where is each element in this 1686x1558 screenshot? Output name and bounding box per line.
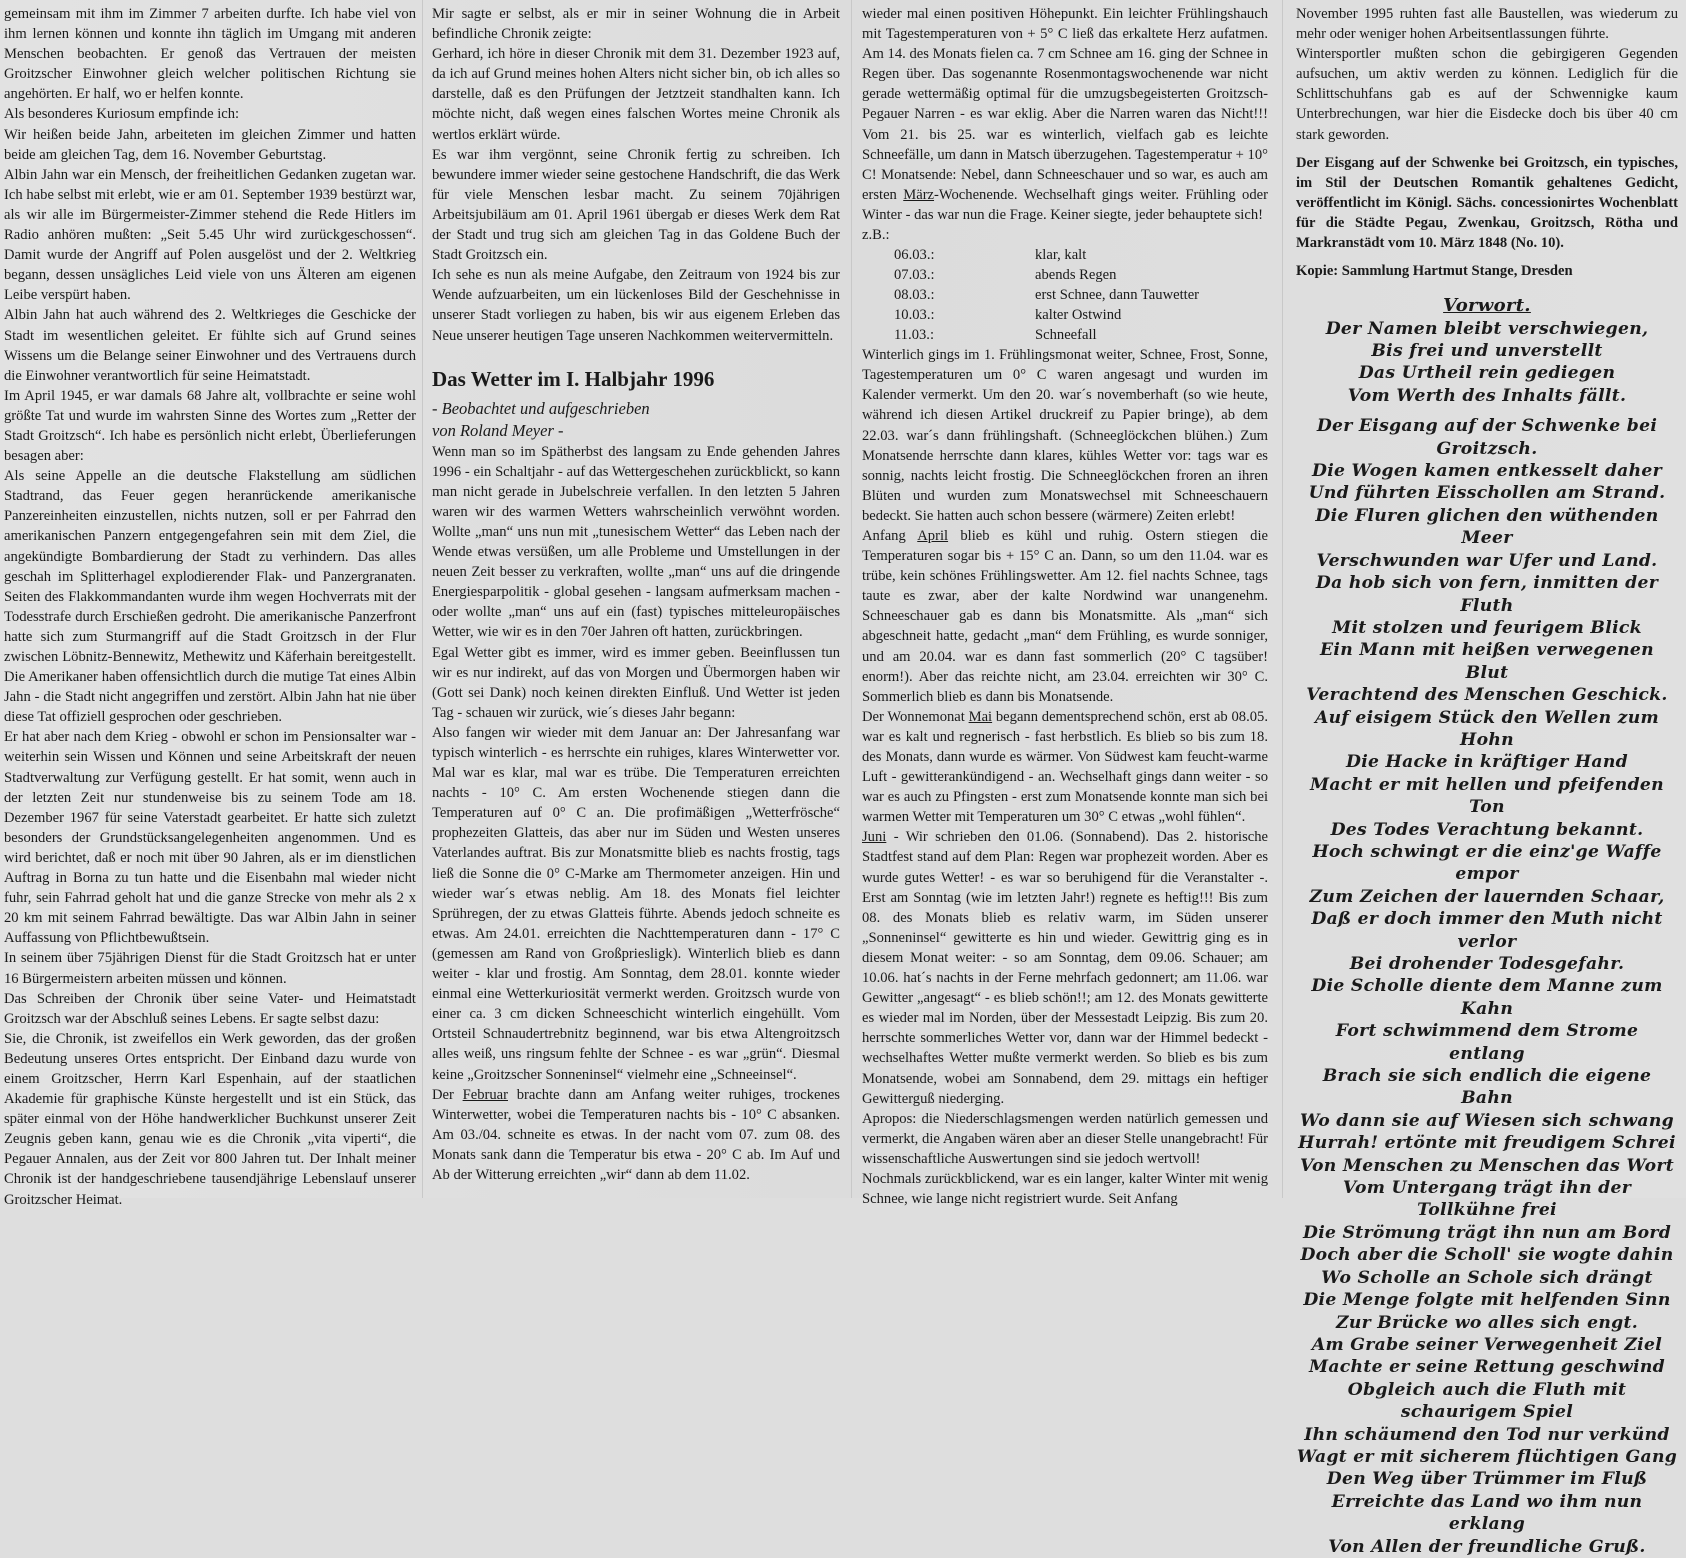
paragraph-text: brachte dann am Anfang weiter ruhiges, trockenes Winterwetter, wobei die Temperaturen nachts bis - 10° C absanken. Am 03./04. schneite es etwas. In der nacht vom 07. zum 08. des Monats sank dann die Temperatur bis etwa - 20° C ab. Im Auf und Ab der Witterung erreichten „wir“ dann ab dem 11.02.	[432, 1086, 840, 1183]
date-row	[886, 245, 1199, 265]
poem-line: Hoch schwingt er die einz'ge Waffe empor	[1312, 841, 1662, 885]
poem-line: Machte er seine Rettung geschwind	[1309, 1357, 1665, 1378]
poem-line: Macht er mit hellen und pfeifenden Ton	[1310, 774, 1664, 818]
paragraph: Apropos: die Niederschlagsmengen werden natürlich gemessen und vermerkt, die Angaben wären aber an dieser Stelle unangebracht! Für wissenschaftliche Auswertungen sind sie jedoch wertvoll!	[862, 1110, 1268, 1167]
poem-line: Bis frei und unverstellt	[1371, 341, 1603, 362]
poem-line: Vom Werth des Inhalts fällt.	[1347, 385, 1627, 406]
poem-intro: Der Eisgang auf der Schwenke bei Groitzsch, ein typisches, im Stil der Deutschen Romantik gehaltenes Gedicht, veröffentlicht im Königl. Sächs. concessionirtes Wochenblatt für die Städte Pegau, Zwenkau, Groitzsch, Rötha und Markranstädt vom 10. März 1848 (No. 10).	[1296, 154, 1678, 252]
date-cell: 11.03.:	[894, 327, 934, 344]
copy-credit: Kopie: Sammlung Hartmut Stange, Dresden	[1296, 263, 1573, 280]
paragraph: Egal Wetter gibt es immer, wird es immer geben. Beeinflussen tun wir es nur indirekt, auf das von Morgen und Übermorgen haben wir (Gott sei Dank) noch keinen direkten Einfluß. Und Wetter ist jeden Tag - schauen wir zurück, wie´s dieses Jahr begann:	[432, 644, 840, 721]
date-row	[886, 325, 1199, 345]
poem-line: Den Weg über Trümmer im Fluß	[1326, 1469, 1648, 1490]
poem-line: Des Todes Verachtung bekannt.	[1330, 819, 1644, 840]
column-divider	[422, 0, 423, 1198]
paragraph	[862, 707, 1268, 828]
word: Der Wonnemonat	[862, 708, 965, 725]
poem-line: Ihn schäumend den Tod nur verkünd	[1304, 1424, 1670, 1445]
poem-line: Die Menge folgte mit helfenden Sinn	[1303, 1290, 1671, 1311]
date-cell: 06.03.:	[894, 247, 935, 264]
paragraph: Ich sehe es nun als meine Aufgabe, den Zeitraum von 1924 bis zur Wende aufzuarbeiten, um ein lückenloses Bild der Geschehnisse in unserer Stadt vorliegen zu haben, bis wir aus eigenem Erleben das Neue unserer heutigen Tage unseren Nachkommen weitervermitteln.	[432, 267, 840, 344]
poem-line: Der Namen bleibt verschwiegen,	[1325, 318, 1649, 339]
poem-line: Ein Mann mit heißen verwegenen Blut	[1320, 640, 1654, 683]
paragraph: November 1995 ruhten fast alle Baustellen, was wiederum zu mehr oder weniger hohen Arbeitsentlassungen führte.	[1296, 6, 1678, 43]
month-march: März	[903, 186, 935, 203]
paragraph: Wintersportler mußten schon die gebirgigeren Gegenden aufsuchen, um aktiv werden zu können. Lediglich für die Schlittschuhfans gab es auf der Schwennigke kaum Unterbrechungen, war hier die Eisdecke doch bis über 40 cm stark geworden.	[1296, 46, 1678, 143]
column-divider	[851, 0, 852, 1198]
column-1	[4, 4, 416, 1208]
paragraph-text: -Wochenende. Wechselhaft gings weiter. Frühling oder Winter - das war nun die Frage. Keiner siegte, jeder behauptete sich!	[862, 186, 1268, 223]
paragraph: Mir sagte er selbst, als er mir in seiner Wohnung die in Arbeit befindliche Chronik zeigte:	[432, 6, 840, 43]
paragraph: Gerhard, ich höre in dieser Chronik mit dem 31. Dezember 1923 auf, da ich auf Grund meines hohen Alters nicht sicher bin, ob ich alles so darstelle, daß es den Prüfungen der Jetztzeit standhalten kann. Ich möchte nicht, daß wegen eines falschen Wortes meine Chronik als wertlos erklärt würde.	[432, 46, 840, 143]
paragraph: Nochmals zurückblickend, war es ein langer, kalter Winter mit wenig Schnee, wie lange nicht registriert wurde. Seit Anfang	[862, 1170, 1268, 1208]
paragraph: Albin Jahn war ein Mensch, der freiheitlichen Gedanken zugetan war. Ich habe selbst mit erlebt, wie er am 01. September 1939 bestürzt war, als wir alle im Bürgermeister-Zimmer stehend die Rede Hitlers im Radio anhören mußten: „Seit 5.45 Uhr wird zurückgeschossen“. Damit wurde der Angriff auf Polen ausgelöst und der 2. Weltkrieg begann, dessen unsägliches Leid viele von uns Älteren am eigenen Leibe verspürt haben.	[4, 166, 416, 304]
weather-cell: abends Regen	[1035, 267, 1117, 284]
poem-line: Zum Zeichen der lauernden Schaar,	[1309, 886, 1665, 907]
month-february: Februar	[462, 1086, 508, 1103]
poem-line: Auf eisigem Stück den Wellen zum Hohn	[1315, 707, 1659, 750]
poem-body	[1296, 415, 1678, 1558]
poem-line: Fort schwimmend dem Strome entlang	[1335, 1021, 1639, 1064]
poem-line: Doch aber die Scholl' sie wogte dahin	[1300, 1245, 1674, 1266]
poem-line: Zur Brücke wo alles sich engt.	[1335, 1312, 1638, 1333]
poem-line: Verachtend des Menschen Geschick.	[1306, 685, 1668, 706]
date-cell: 07.03.:	[894, 267, 935, 284]
poem-line: Obgleich auch die Fluth mit schaurigem Spiel	[1347, 1379, 1627, 1423]
column-2	[432, 4, 840, 1196]
weather-cell: Schneefall	[1035, 327, 1097, 344]
poem	[1296, 295, 1678, 1558]
paragraph-text: begann dementsprechend schön, erst ab 08.05. war es kalt und regnerisch - fast herbstlich. Es blieb so bis zum 18. des Monats, dann wurde es wärmer. Von Südwest kam feucht-warme Luft - gewitterankündigend - an. Wechselhaft gings dann weiter - so war es auch zu Pfingsten - erst zum Monatsende konnte man sich bei warmen Wetter mit Temperaturen um 30° C etwas „wohl fühlen“.	[862, 708, 1268, 826]
paragraph	[862, 4, 1268, 225]
paragraph	[862, 526, 1268, 707]
poem-line: Die Fluren glichen den wüthenden Meer	[1315, 505, 1659, 549]
poem-line: Verschwunden war Ufer und Land.	[1316, 550, 1658, 571]
paragraph: gemeinsam mit ihm im Zimmer 7 arbeiten durfte. Ich habe viel von ihm lernen können und konnte ihn täglich im Umgang mit anderen Menschen beobachten. Er genoß das Vertrauen der meisten Groitzscher Einwohner gleich welcher politischen Richtung sie angehörten. Er half, wo er helfen konnte.	[4, 6, 416, 103]
paragraph: Er hat aber nach dem Krieg - obwohl er schon im Pensionsalter war - weiterhin sein Wissen und Können und seine Arbeitskraft der neuen Stadtverwaltung zur Verfügung gestellt. Er hat somit, wenn auch in der letzten Zeit nur stundenweise bis zu seinem Tode am 18. Dezember 1967 für seine Vaterstadt gearbeitet. Er hatte sich zuletzt besonders der Grundstücksangelegenheiten angenommen. Und es wird berichtet, daß er noch mit über 90 Jahren, als er im dienstlichen Auftrag in Borna zu tun hatte und die Eisenbahn mal wieder nicht fuhr, sein Fahrrad geholt hat und die ganze Strecke von mehr als 2 x 20 km mit seinem Fahrrad bewältigte. Das war Albin Jahn in seiner Auffassung von Pflichtbewußtsein.	[4, 729, 416, 947]
date-row	[886, 265, 1199, 285]
paragraph: Wir heißen beide Jahn, arbeiteten im gleichen Zimmer und hatten beide am gleichen Tag, dem 16. November Geburtstag.	[4, 126, 416, 163]
poem-line: Daß er doch immer den Muth nicht verlor	[1311, 909, 1663, 952]
poem-line: Vom Untergang trägt ihn der Tollkühne frei	[1342, 1178, 1632, 1221]
poem-line: Von Allen der freundliche Gruß.	[1328, 1536, 1646, 1557]
poem-line: Hurrah! ertönte mit freudigem Schrei	[1298, 1133, 1676, 1154]
date-cell: 08.03.:	[894, 287, 935, 304]
poem-line: Erreichte das Land wo ihm nun erklang	[1331, 1491, 1643, 1535]
date-cell: 10.03.:	[894, 307, 935, 324]
poem-line: Das Urtheil rein gediegen	[1358, 363, 1616, 384]
word: Anfang	[862, 527, 906, 544]
paragraph: Sie, die Chronik, ist zweifellos ein Werk geworden, das der großen Bedeutung unseres Ortes entspricht. Der Einband dazu wurde von einem Groitzscher, Herrn Karl Espenhain, auf der staatlichen Akademie für graphische Künste hergestellt und ist ein Stück, das später einmal von der Höhe handwerklicher Buchkunst unserer Zeit Zeugnis geben kann, genau wie es die Chronik „vita viperti“, die Pegauer Annalen, aus der Zeit vor 800 Jahren tut. Der Inhalt meiner Chronik ist der handgeschriebene tausendjährige Lebenslauf unserer Groitzscher Heimat.	[4, 1030, 416, 1208]
poem-line: Und führten Eisschollen am Strand.	[1308, 483, 1666, 504]
poem-line: Am Grabe seiner Verwegenheit Ziel	[1311, 1334, 1663, 1355]
poem-line: Die Wogen kamen entkesselt daher	[1312, 461, 1662, 482]
column-3	[862, 4, 1269, 1208]
poem-preface	[1296, 318, 1678, 408]
poem-line: Bei drohender Todesgefahr.	[1349, 954, 1625, 974]
byline-line-2: von Roland Meyer -	[432, 420, 564, 440]
poem-line: Wo dann sie auf Wiesen sich schwang	[1300, 1110, 1674, 1131]
paragraph: Winterlich gings im 1. Frühlingsmonat weiter, Schnee, Frost, Sonne, Tagestemperaturen um 0° C waren angesagt und wurden im Kalender vermerkt. Um den 20. war´s novemberhaft (so wie heute, während ich diesen Artikel druckreif zu Papier bringe), ab dem 22.03. war´s dann frühlingshaft. (Schneeglöckchen blühen.) Zum Monatsende herrschte dann klares, kühles Wetter vor: tags war es sonnig, nachts leicht frostig. Die Schneeglöckchen froren an ihren Blüten und wurden zum Monatswechsel mit Schneeschauern bedeckt. Sie hatten auch schon bessere (wärmere) Zeiten erlebt!	[862, 347, 1268, 524]
weather-cell: erst Schnee, dann Tauwetter	[1035, 287, 1200, 304]
poem-line: Der Eisgang auf der Schwenke bei Groitzsch.	[1316, 416, 1658, 459]
column-divider	[1282, 0, 1283, 1198]
paragraph: Wenn man so im Spätherbst des langsam zu Ende gehenden Jahres 1996 - ein Schaltjahr - auf das Wettergeschehen zurückblickt, so kann man nicht gerade in Jubelschreie verfallen. In den letzten 5 Jahren waren wir des warmen Wetters wahrscheinlich verwöhnt worden. Wollte „man“ uns nun mit „tunesischem Wetter“ das Leben nach der Wende etwas versüßen, um alle Probleme und Umstellungen in der neuen Zeit besser zu verkraften, wollte „man“ uns auf die dringende Energiesparpolitik - global gesehen - langsam aufmerksam machen - oder wollte „man“ uns auf ein (fast) typisches mitteleuropäisches Wetter, wie wir es in den 70er Jahren oft hatten, zurückbringen.	[432, 443, 840, 641]
poem-line: Wagt er mit sicherem flüchtigen Gang	[1296, 1446, 1678, 1467]
weather-cell: klar, kalt	[1035, 247, 1087, 264]
poem-line: Wo Scholle an Schole sich drängt	[1321, 1267, 1653, 1288]
paragraph: Das Schreiben der Chronik über seine Vater- und Heimatstadt Groitzsch war der Abschluß seines Lebens. Er sagte selbst dazu:	[4, 990, 416, 1027]
paragraph: Als seine Appelle an die deutsche Flakstellung am südlichen Stadtrand, das Feuer gegen heranrückende amerikanische Panzereinheiten einzustellen, nichts nutzen, soll er per Fahrrad den amerikanischen Panzern entgegengefahren sein mit dem Ziel, die angekündigte Bombardierung der Stadt zu verhindern. Das alles geschah im Splitterhagel explodierender Flak- und Panzergranaten. Seiten des Flakkommandanten wurde ihm wegen Hochverrats mit der Todesstrafe durch Erschießen gedroht. Die amerikanische Panzerfront hatte sich zum Sturmangriff auf die Stadt Groitzsch in der Flur zwischen Löbnitz-Bennewitz, Methewitz und Käferhain bereitgestellt. Die Amerikaner haben offensichtlich durch die mutige Tat eines Albin Jahn - die Stadt nicht angegriffen und zerstört. Albin Jahn hat nie über diese Tat offiziell gesprochen oder geschrieben.	[4, 468, 416, 726]
paragraph-text: blieb es kühl und ruhig. Ostern stiegen die Temperaturen sogar bis + 15° C an. Dann, so um den 11.04. war es trübe, kein schönes Frühlingswetter. Am 12. fiel nachts Schnee, tags taute es zwar, aber der kalte Nordwind war unangenehm. Schneeschauer gab es dann bis Monatsmitte. Als „man“ sich abgeschneit hatte, gedacht „man“ dem Frühling, es wurde sonniger, und am 20.04. war es dann fast sommerlich (20° C tagsüber! enorm!). Aber das reichte nicht, am 23.04. erreichten wir 30° C. Sommerlich blieb es dann bis Monatsende.	[862, 527, 1268, 705]
paragraph	[432, 1085, 840, 1185]
paragraph: Es war ihm vergönnt, seine Chronik fertig zu schreiben. Ich bewundere immer wieder seine gestochene Handschrift, die das Werk für viele Menschen lesbar macht. Zu seinem 70jährigen Arbeitsjubiläum am 01. April 1961 übergab er dieses Werk dem Rat der Stadt und trug sich am gleichen Tag in das Goldene Buch der Stadt Groitzsch ein.	[432, 146, 840, 264]
paragraph: Albin Jahn hat auch während des 2. Weltkrieges die Geschicke der Stadt im wesentlichen geleitet. Er fühlte sich auf Grund seines Wissens um die Belange seiner Einwohner und des Vertrauens durch die Einwohner verantwortlich für seine Heimatstadt.	[4, 307, 416, 384]
paragraph-text: - Wir schrieben den 01.06. (Sonnabend). Das 2. historische Stadtfest stand auf dem Plan: Regen war prophezeit worden. Aber es wurde gutes Wetter! - es war so beruhigend für die Veranstalter -. Erst am Sonntag (wie im letzten Jahr!) regnete es heftig!!! Bis zum 08. des Monats blieb es relativ warm, im Süden unserer „Sonneninsel“ gewitterte es hin und wieder. Gewittrig ging es in diesem Monat weiter: - so am Sonntag, dem 09.06. Schauer; am 10.06. hat´s nachts in der Ferne mehrfach gedonnert; am 11.06. war Gewitter „angesagt“ - es blieb schön!!; am 12. des Monats gewitterte es wieder mal im Norden, über der Messestadt Leipzig. Bis zum 20. herrschte sommerliches Wetter vor, dann war der Himmel bedeckt - wechselhaftes Wetter mußte vermerkt werden. So blieb es bis zum Monatsende, wobei am Sonnabend, dem 29. mittags ein heftiger Gewitterguß niederging.	[862, 829, 1269, 1107]
column-4	[1296, 4, 1678, 1557]
weather-dates-table	[886, 245, 1199, 345]
word: Der	[432, 1086, 454, 1103]
article-byline	[432, 398, 840, 442]
paragraph	[862, 827, 1268, 1108]
paragraph: In seinem über 75jährigen Dienst für die Stadt Groitzsch hat er unter 16 Bürgermeistern arbeiten müssen und können.	[4, 950, 416, 987]
poem-line: Die Hacke in kräftiger Hand	[1346, 752, 1628, 773]
poem-line: Da hob sich von fern, inmitten der Fluth	[1315, 573, 1659, 616]
article-title: Das Wetter im I. Halbjahr 1996	[432, 366, 715, 391]
poem-line: Mit stolzen und feurigem Blick	[1332, 617, 1642, 638]
paragraph-text: wieder mal einen positiven Höhepunkt. Ein leichter Frühlingshauch mit Tagestemperaturen von + 5° C ließ das erkaltete Herz aufatmen. Am 14. des Monats fielen ca. 7 cm Schnee am 16. ging der Schnee in Regen über. Das sogenannte Rosenmontagswochenende war nicht gerade wettermäßig optimal für die umzugsbegeisterten Groitzsch-Pegauer Narren - es war eklig. Aber die Narren waren das Nicht!!! Vom 21. bis 25. war es winterlich, vielfach gab es leichte Schneefälle, um dann in Matsch überzugehen. Tagestemperatur + 10° C! Monatsende: Nebel, dann Schneeschauer und so war, es auch am ersten	[862, 6, 1268, 203]
paragraph: Im April 1945, er war damals 68 Jahre alt, vollbrachte er seine wohl größte Tat und wurde im wahrsten Sinne des Wortes zum „Retter der Stadt Groitzsch“. Ich habe es persönlich nicht erlebt, Überlieferungen besagen aber:	[4, 387, 416, 465]
month-april: April	[917, 527, 949, 544]
poem-line: Von Menschen zu Menschen das Wort	[1299, 1155, 1675, 1176]
byline-line-1: - Beobachtet und aufgeschrieben	[432, 398, 650, 418]
poem-heading: Vorwort.	[1443, 295, 1531, 317]
paragraph: Als besonderes Kuriosum empfinde ich:	[4, 106, 240, 123]
month-may: Mai	[968, 708, 993, 725]
date-row	[886, 285, 1199, 305]
date-row	[886, 305, 1199, 325]
poem-line: Die Strömung trägt ihn nun am Bord	[1302, 1222, 1672, 1243]
weather-cell: kalter Ostwind	[1035, 307, 1122, 324]
paragraph: Also fangen wir wieder mit dem Januar an: Der Jahresanfang war typisch winterlich - es herrschte ein ruhiges, klares Winterwetter vor. Mal war es klar, mal war es trübe. Die Temperaturen erreichten nachts - 10° C. Am ersten Wochenende stiegen dann die Temperaturen auf 0° C an. Die profimäßigen „Wetterfrösche“ prophezeiten Glatteis, das aber nur im Süden und Westen unseres Vaterlandes auftrat. Bis zur Monatsmitte blieb es nachts frostig, tags ließ die Sonne die 0° C-Marke am Thermometer anzeigen. Hin und wieder war´s etwas neblig. Am 18. des Monats fiel leichter Sprühregen, der zu etwas Glatteis führte. Abends jedoch schneite es etwas. Am 24.01. erreichten die Nachttemperaturen dann - 17° C (gemessen am Rand von Großpriesligk). Winterlich blieb es dann weiter - klar und frostig. Am Sonntag, dem 28.01. konnte wieder einmal eine Wetterkuriosität vermerkt werden. Groitzsch wurde von einer ca. 3 cm dicken Schneeschicht winterlich eingehüllt. Vom Ortsteil Schnaudertrebnitz beginnend, war bis etwa Altengroitzsch alles weiß, uns ringsum fehlte der Schnee - es war „grün“. Diesmal keine „Groitzscher Sonneninsel“ vielmehr eine „Schneeinsel“.	[432, 724, 840, 1083]
poem-line: Brach sie sich endlich die eigene Bahn	[1322, 1066, 1652, 1109]
month-june: Juni	[862, 829, 887, 846]
zb-label: z.B.:	[862, 227, 890, 244]
poem-line: Die Scholle diente dem Manne zum Kahn	[1311, 976, 1663, 1019]
